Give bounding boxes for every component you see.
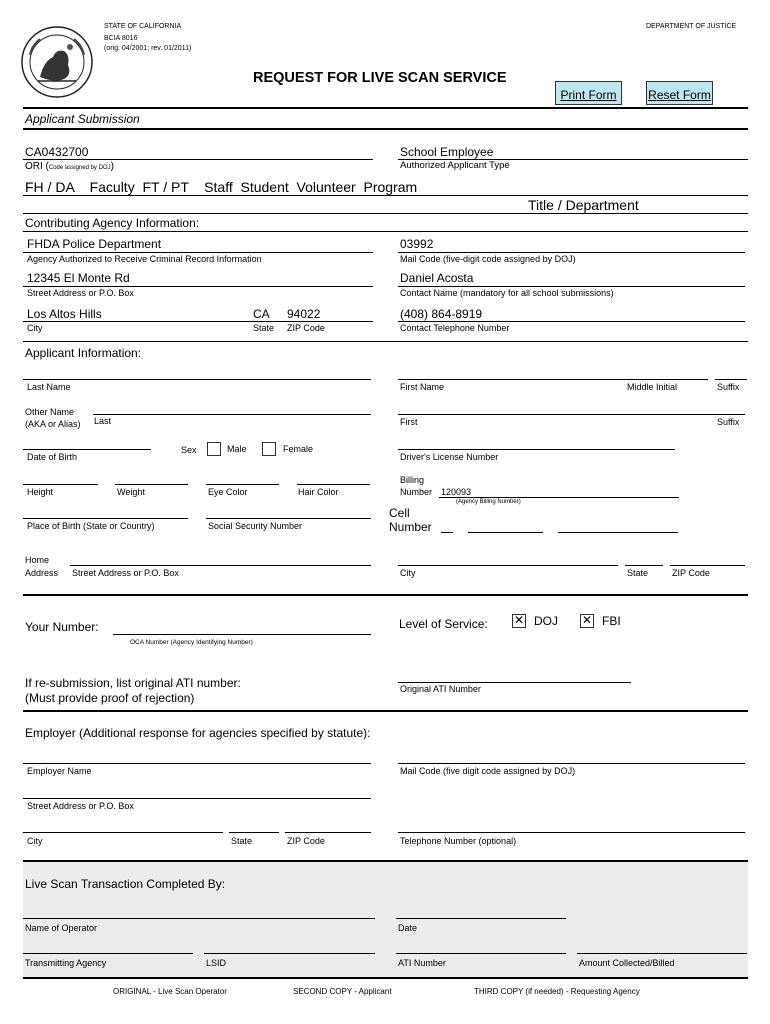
- cell-label: Cell: [389, 506, 410, 520]
- male-checkbox[interactable]: [207, 442, 221, 456]
- employer-name-field[interactable]: [23, 763, 371, 764]
- weight-field[interactable]: [115, 484, 188, 485]
- transmitting-agency-field[interactable]: [23, 953, 193, 954]
- address-label: Address: [25, 568, 59, 578]
- lsid-label: LSID: [206, 958, 227, 968]
- agency-label: Agency Authorized to Receive Criminal Record Information: [27, 254, 262, 264]
- oca-label: OCA Number (Agency Identifying Number): [130, 639, 253, 646]
- city-label: City: [27, 323, 43, 333]
- employer-state-label: State: [231, 836, 253, 846]
- footer-copy-original: ORIGINAL - Live Scan Operator: [113, 987, 227, 996]
- aka-first-label: First: [400, 417, 418, 427]
- dob-label: Date of Birth: [27, 452, 78, 462]
- middle-initial-label: Middle Initial: [627, 382, 678, 392]
- height-label: Height: [27, 487, 54, 497]
- home-city-field[interactable]: [398, 565, 618, 566]
- operator-label: Name of Operator: [25, 923, 98, 933]
- contact-value[interactable]: Daniel Acosta: [400, 271, 474, 285]
- aka-last-field[interactable]: [93, 414, 371, 415]
- street-label: Street Address or P.O. Box: [27, 288, 134, 298]
- print-form-button[interactable]: Print Form: [555, 81, 622, 105]
- ati-number-label: ATI Number: [398, 958, 446, 968]
- first-name-label: First Name: [400, 382, 445, 392]
- billing-number-label: Number: [400, 487, 433, 497]
- applicant-type-label: Authorized Applicant Type: [400, 160, 510, 171]
- female-checkbox[interactable]: [262, 442, 276, 456]
- home-state-label: State: [627, 568, 649, 578]
- section-applicant-submission: Applicant Submission: [25, 112, 140, 126]
- contact-label: Contact Name (mandatory for all school submissions): [400, 288, 614, 298]
- employer-name-label: Employer Name: [27, 766, 92, 776]
- section-live-scan: Live Scan Transaction Completed By:: [25, 877, 226, 891]
- pob-label: Place of Birth (State or Country): [27, 521, 155, 531]
- resubmission-note: (Must provide proof of rejection): [25, 691, 195, 705]
- aka-suffix-label: Suffix: [717, 417, 740, 427]
- header-state: STATE OF CALIFORNIA: [104, 23, 182, 30]
- mail-code-value[interactable]: 03992: [400, 237, 434, 251]
- home-state-field[interactable]: [625, 565, 663, 566]
- agency-value[interactable]: FHDA Police Department: [27, 237, 162, 251]
- amount-label: Amount Collected/Billed: [579, 958, 675, 968]
- ori-value[interactable]: CA0432700: [25, 145, 89, 159]
- female-label: Female: [283, 444, 314, 454]
- transmitting-agency-label: Transmitting Agency: [25, 958, 107, 968]
- doj-label: DOJ: [534, 614, 558, 628]
- billing-sub-label: (Agency Billing Number): [456, 499, 521, 505]
- first-name-field[interactable]: [398, 379, 708, 380]
- aka-label: (AKA or Alias): [25, 419, 81, 429]
- suffix-field[interactable]: [715, 379, 747, 380]
- doj-checkbox[interactable]: ✕: [513, 613, 525, 627]
- section-employer: Employer (Additional response for agencies specified by statute):: [25, 726, 371, 740]
- dl-label: Driver's License Number: [400, 452, 499, 462]
- level-of-service-label: Level of Service:: [399, 617, 488, 631]
- header-form-id: BCIA 8016: [104, 35, 138, 42]
- cell-field-prefix[interactable]: [468, 532, 543, 533]
- divider: [23, 128, 748, 130]
- male-label: Male: [227, 444, 247, 454]
- fbi-label: FBI: [602, 614, 621, 628]
- city-value[interactable]: Los Altos Hills: [27, 307, 102, 321]
- state-seal-icon: [20, 25, 94, 99]
- lsid-field[interactable]: [204, 953, 375, 954]
- title-department-value[interactable]: FH / DA Faculty FT / PT Staff Student Volunteer Program: [25, 179, 418, 195]
- divider: [23, 107, 748, 109]
- employer-mail-code-field[interactable]: [398, 763, 745, 764]
- employer-state-field[interactable]: [229, 832, 279, 833]
- employer-street-label: Street Address or P.O. Box: [27, 801, 134, 811]
- zip-value[interactable]: 94022: [287, 307, 321, 321]
- home-label: Home: [25, 555, 50, 565]
- employer-zip-field[interactable]: [285, 832, 371, 833]
- last-name-field[interactable]: [23, 379, 371, 380]
- applicant-type-value[interactable]: School Employee: [400, 145, 494, 159]
- home-street-field[interactable]: [70, 565, 371, 566]
- original-ati-field[interactable]: [398, 682, 631, 683]
- section-applicant-info: Applicant Information:: [25, 346, 142, 360]
- operator-field[interactable]: [23, 918, 375, 919]
- dob-field[interactable]: [23, 449, 151, 450]
- employer-phone-label: Telephone Number (optional): [400, 836, 517, 846]
- hair-color-field[interactable]: [297, 484, 370, 485]
- home-zip-label: ZIP Code: [672, 568, 710, 578]
- zip-label: ZIP Code: [287, 323, 325, 333]
- employer-zip-label: ZIP Code: [287, 836, 325, 846]
- eye-color-label: Eye Color: [208, 487, 248, 497]
- state-label: State: [253, 323, 275, 333]
- aka-last-label: Last: [94, 416, 112, 426]
- date-field[interactable]: [396, 918, 566, 919]
- employer-phone-field[interactable]: [398, 832, 745, 833]
- resubmission-label: If re-submission, list original ATI number:: [25, 676, 241, 690]
- page-title: REQUEST FOR LIVE SCAN SERVICE: [253, 70, 507, 86]
- footer-copy-third: THIRD COPY (if needed) - Requesting Agency: [474, 987, 640, 996]
- cell-field-area[interactable]: [441, 532, 453, 533]
- employer-city-field[interactable]: [23, 832, 223, 833]
- date-label: Date: [398, 923, 418, 933]
- sex-label: Sex: [181, 445, 197, 455]
- pob-field[interactable]: [23, 518, 188, 519]
- weight-label: Weight: [117, 487, 145, 497]
- phone-label: Contact Telephone Number: [400, 323, 510, 333]
- ori-label: ORI (Code assigned by DOJ): [25, 161, 114, 172]
- last-name-label: Last Name: [27, 382, 71, 392]
- title-department-label: Title / Department: [528, 197, 639, 213]
- original-ati-label: Original ATI Number: [400, 684, 481, 694]
- ssn-label: Social Security Number: [208, 521, 303, 531]
- dl-field[interactable]: [398, 449, 675, 450]
- home-zip-field[interactable]: [670, 565, 745, 566]
- state-value[interactable]: CA: [253, 307, 270, 321]
- mail-code-label: Mail Code (five-digit code assigned by DOJ): [400, 254, 576, 264]
- footer-copy-second: SECOND COPY - Applicant: [293, 987, 392, 996]
- header-revision: (orig. 04/2001; rev. 01/2011): [104, 45, 192, 52]
- other-name-label: Other Name: [25, 407, 75, 417]
- suffix-label: Suffix: [717, 382, 740, 392]
- section-contributing-agency: Contributing Agency Information:: [25, 216, 200, 230]
- eye-color-field[interactable]: [206, 484, 279, 485]
- ati-number-field[interactable]: [396, 953, 566, 954]
- employer-street-field[interactable]: [23, 798, 371, 799]
- ssn-field[interactable]: [206, 518, 371, 519]
- height-field[interactable]: [23, 484, 98, 485]
- billing-label: Billing: [400, 475, 425, 485]
- billing-value[interactable]: 120093: [441, 487, 472, 497]
- street-value[interactable]: 12345 El Monte Rd: [27, 271, 130, 285]
- your-number-label: Your Number:: [25, 620, 99, 634]
- aka-first-field[interactable]: [398, 414, 745, 415]
- employer-city-label: City: [27, 836, 43, 846]
- hair-color-label: Hair Color: [298, 487, 339, 497]
- header-department: DEPARTMENT OF JUSTICE: [646, 23, 737, 30]
- phone-value[interactable]: (408) 864-8919: [400, 307, 483, 321]
- reset-form-button[interactable]: Reset Form: [646, 81, 713, 105]
- home-city-label: City: [400, 568, 416, 578]
- oca-field[interactable]: [113, 634, 371, 635]
- employer-mail-code-label: Mail Code (five digit code assigned by DOJ): [400, 766, 576, 776]
- home-street-label: Street Address or P.O. Box: [72, 568, 179, 578]
- cell-field-line[interactable]: [558, 532, 678, 533]
- amount-field[interactable]: [577, 953, 747, 954]
- fbi-checkbox[interactable]: ✕: [581, 613, 593, 627]
- cell-number-label: Number: [389, 520, 432, 534]
